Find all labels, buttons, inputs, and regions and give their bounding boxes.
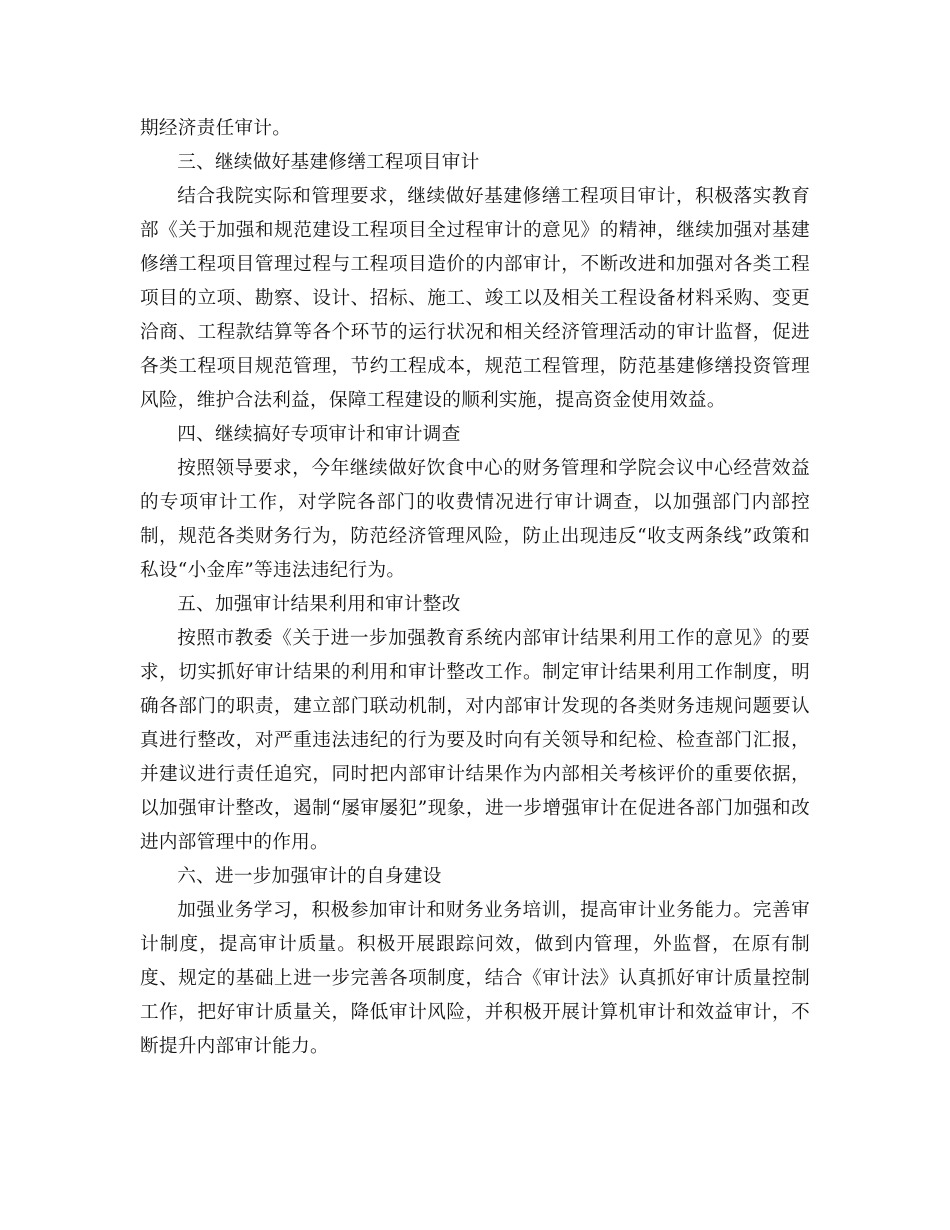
section-6-paragraph: 加强业务学习，积极参加审计和财务业务培训，提高审计业务能力。完善审计制度，提高审计质量。积极开展跟踪问效，做到内管理，外监督，在原有制度、规定的基础上进一步完善各项制度，结合《审计法》认真抓好审计质量控制工作，把好审计质量关，降低审计风险，并积极开展计算机审计和效益审计，不断提升内部审计能力。 bbox=[140, 900, 810, 1057]
section-3-paragraph: 结合我院实际和管理要求，继续做好基建修缮工程项目审计，积极落实教育部《关于加强和规范建设工程项目全过程审计的意见》的精神，继续加强对基建修缮工程项目管理过程与工程项目造价的内部审计，不断改进和加强对各类工程项目的立项、勘察、设计、招标、施工、竣工以及相关工程设备材料采购、变更洽商、工程款结算等各个环节的运行状况和相关经济管理活动的审计监督，促进各类工程项目规范管理，节约工程成本，规范工程管理，防范基建修缮投资管理风险，维护合法利益，保障工程建设的顺利实施，提高资金使用效益。 bbox=[140, 186, 810, 411]
section-4-paragraph: 按照领导要求，今年继续做好饮食中心的财务管理和学院会议中心经营效益的专项审计工作，对学院各部门的收费情况进行审计调查，以加强部门内部控制，规范各类财务行为，防范经济管理风险，防止出现违反“收支两条线”政策和私设“小金库”等违法违纪行为。 bbox=[140, 458, 810, 581]
section-5-paragraph: 按照市教委《关于进一步加强教育系统内部审计结果利用工作的意见》的要求，切实抓好审计结果的利用和审计整改工作。制定审计结果利用工作制度，明确各部门的职责，建立部门联动机制，对内部审计发现的各类财务违规问题要认真进行整改，对严重违法违纪的行为要及时向有关领导和纪检、检查部门汇报，并建议进行责任追究，同时把内部审计结果作为内部相关考核评价的重要依据，以加强审计整改，遏制“屡审屡犯”现象，进一步增强审计在促进各部门加强和改进内部管理中的作用。 bbox=[140, 628, 810, 853]
document-body bbox=[140, 112, 810, 1064]
section-heading-6: 六、进一步加强审计的自身建设 bbox=[177, 866, 442, 887]
section-heading-3: 三、继续做好基建修缮工程项目审计 bbox=[177, 152, 480, 173]
continuation-paragraph: 期经济责任审计。 bbox=[140, 118, 292, 139]
section-heading-5: 五、加强审计结果利用和审计整改 bbox=[177, 594, 461, 615]
section-heading-4: 四、继续搞好专项审计和审计调查 bbox=[177, 424, 461, 445]
